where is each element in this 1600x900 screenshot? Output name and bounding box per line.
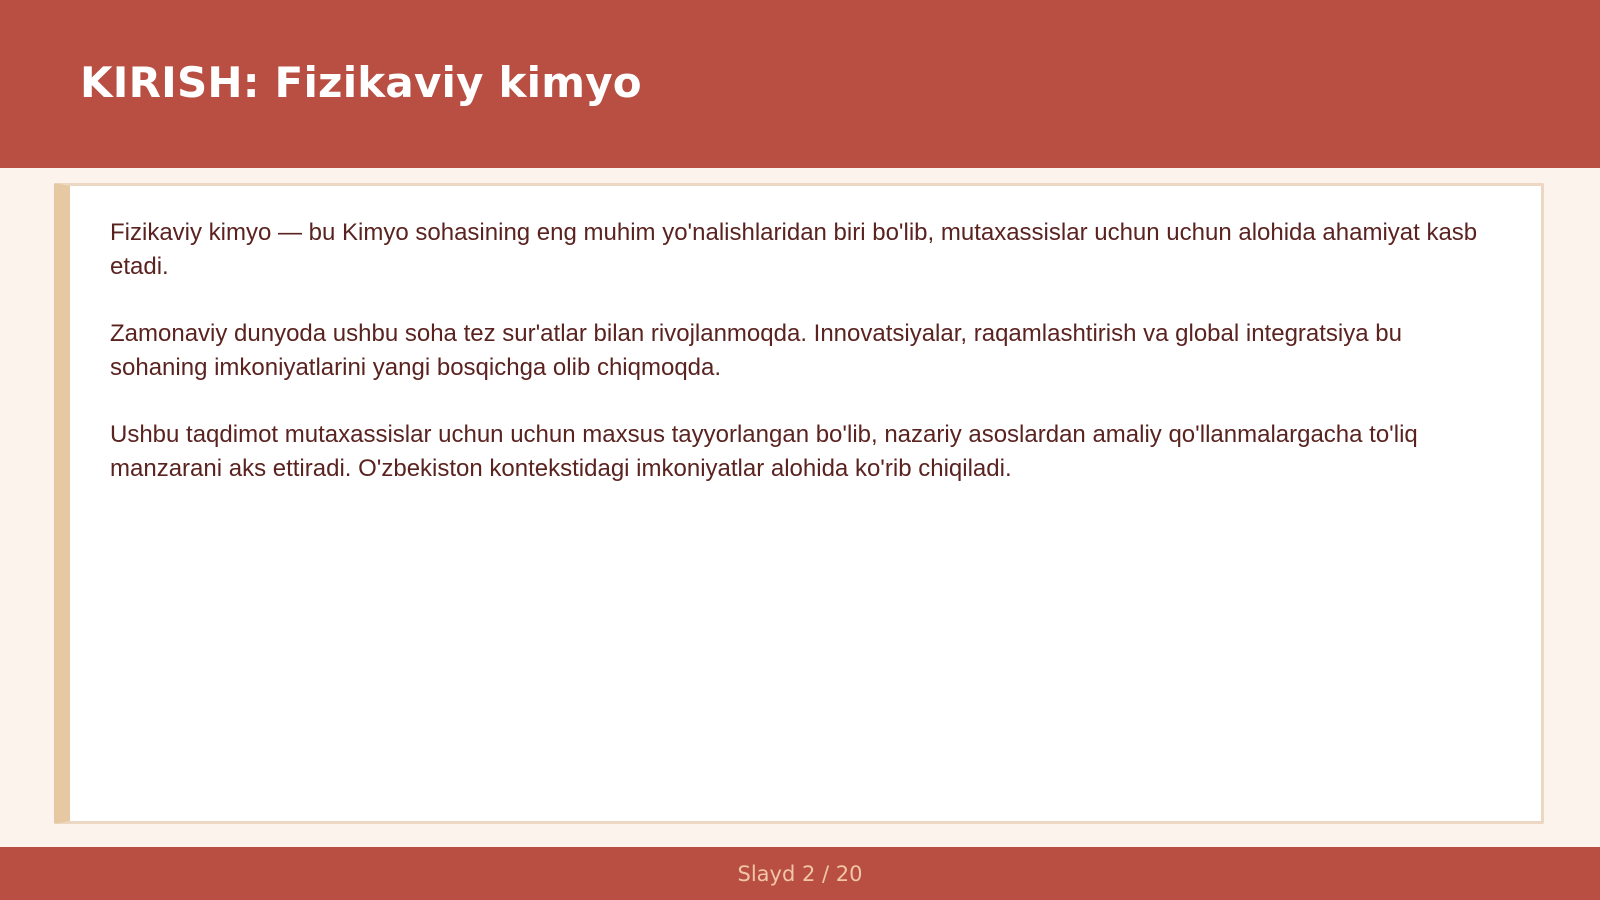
slide-title: KIRISH: Fizikaviy kimyo	[80, 58, 642, 107]
slide-header	[0, 0, 1600, 168]
slide-footer	[0, 847, 1600, 900]
slide-counter: Slayd 2 / 20	[737, 862, 863, 886]
paragraph-intro: Fizikaviy kimyo — bu Kimyo sohasining eng muhim yo'nalishlaridan biri bo'lib, mutaxassislar uchun uchun alohida ahamiyat kasb etadi.	[110, 219, 1478, 280]
paragraph-modern-world: Zamonaviy dunyoda ushbu soha tez sur'atlar bilan rivojlanmoqda. Innovatsiyalar, raqamlashtirish va global integratsiya bu sohaning imkoniyatlarini yangi bosqichga olib chiqmoqda.	[110, 320, 1402, 381]
content-card	[54, 183, 1544, 824]
paragraph-presentation-purpose: Ushbu taqdimot mutaxassislar uchun uchun maxsus tayyorlangan bo'lib, nazariy asoslardan amaliy qo'llanmalargacha to'liq manzarani aks ettiradi. O'zbekiston kontekstidagi imkoniyatlar alohida ko'rib chiqiladi.	[110, 421, 1418, 482]
